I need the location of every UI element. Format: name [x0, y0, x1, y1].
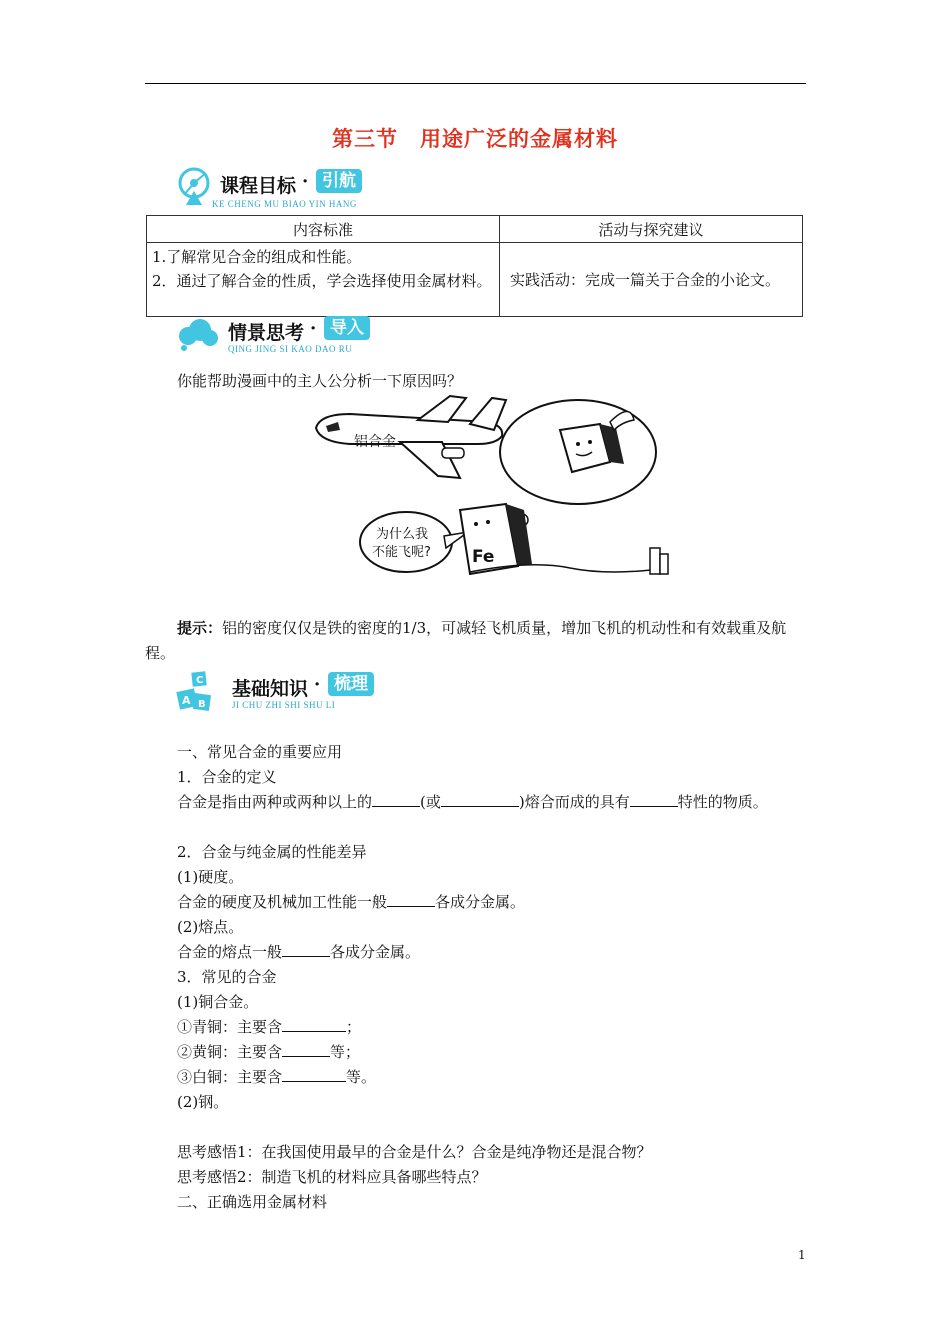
white-copper-text: ③白铜：主要含 [177, 1068, 283, 1086]
satellite-dish-icon [176, 165, 216, 207]
copper-alloy-title: (1)铜合金。 [177, 993, 259, 1011]
scenario-tag: 导入 [324, 316, 370, 340]
page-title: 第三节 用途广泛的金属材料 [332, 127, 618, 151]
steel-title: (2)钢。 [177, 1093, 229, 1111]
buildings-icon [650, 548, 668, 574]
iron-block-icon [460, 504, 532, 574]
melting-text [177, 940, 420, 965]
dot-separator: · [314, 674, 321, 695]
scenario-pinyin: QING JING SI KAO DAO RU [228, 344, 353, 354]
airplane-icon [316, 396, 506, 478]
section-heading-1: 一、常见合金的重要应用 [177, 743, 343, 761]
alloy-definition-text [145, 790, 807, 815]
def-text-b: (或 [420, 793, 441, 811]
basics-banner [176, 668, 400, 716]
svg-text:C: C [196, 675, 204, 686]
objectives-title: 课程目标 [220, 175, 297, 197]
bronze-end: ； [346, 1018, 362, 1036]
table-cell-standards [147, 243, 500, 317]
table-cell-activity: 实践活动：完成一篇关于合金的小论文。 [500, 243, 803, 317]
dot-separator: · [310, 318, 317, 339]
basics-title: 基础知识 [232, 678, 309, 700]
table-header: 内容标准 [147, 216, 500, 243]
alloy-definition-title: 1．合金的定义 [177, 768, 277, 786]
def-text-c: )熔合而成的具有 [518, 793, 630, 811]
svg-text:B: B [198, 699, 206, 710]
objectives-pinyin: KE CHENG MU BIAO YIN HANG [212, 199, 357, 209]
fe-label: Fe [472, 547, 495, 567]
think-question-2: 思考感悟2：制造飞机的材料应具备哪些特点？ [177, 1168, 487, 1186]
hardness-title: (1)硬度。 [177, 868, 244, 886]
table-header: 活动与探究建议 [500, 216, 803, 243]
cloud-icon [176, 314, 220, 354]
speech-line-2: 不能飞呢? [372, 545, 431, 560]
bronze-text: ①青铜：主要含 [177, 1018, 283, 1036]
blank-field[interactable] [387, 891, 435, 907]
dot-separator: · [302, 171, 309, 192]
think-question-1: 思考感悟1：在我国使用最早的合金是什么？合金是纯净物还是混合物？ [177, 1143, 652, 1161]
objectives-tag: 引航 [316, 169, 362, 193]
section-heading-2: 二、正确选用金属材料 [177, 1193, 328, 1211]
melting-text-a: 合金的熔点一般 [177, 943, 283, 961]
page-number: 1 [798, 1248, 806, 1262]
scenario-title: 情景思考 [228, 322, 305, 344]
hint-label: 提示： [177, 619, 223, 637]
objectives-table [146, 215, 803, 317]
white-copper-end: 等。 [346, 1068, 377, 1086]
basics-tag: 梳理 [328, 672, 374, 696]
bronze-item [177, 1015, 361, 1040]
abc-blocks-icon [176, 668, 224, 716]
property-diff-title: 2．合金与纯金属的性能差异 [177, 843, 367, 861]
blank-field[interactable] [441, 791, 519, 807]
svg-text:A: A [182, 694, 191, 707]
objectives-banner [176, 165, 386, 213]
blank-field[interactable] [372, 791, 420, 807]
melting-title: (2)熔点。 [177, 918, 244, 936]
scenario-banner [176, 314, 398, 358]
white-copper-item [177, 1065, 376, 1090]
brass-end: 等； [330, 1043, 361, 1061]
hint-paragraph [145, 616, 807, 666]
blank-field[interactable] [630, 791, 678, 807]
hardness-text-b: 各成分金属。 [435, 893, 526, 911]
def-text-a: 合金是指由两种或两种以上的 [177, 793, 373, 811]
plane-label: 铝合金 [354, 434, 396, 450]
scenario-question: 你能帮助漫画中的主人公分析一下原因吗？ [177, 372, 463, 390]
standard-line: 1.了解常见合金的组成和性能。 [152, 248, 362, 266]
standard-line: 2．通过了解合金的性质，学会选择使用金属材料。 [152, 272, 492, 290]
speech-bubble [360, 512, 452, 572]
common-alloys-title: 3．常见的合金 [177, 968, 277, 986]
hint-text: 铝的密度仅仅是铁的密度的1/3，可减轻飞机质量，增加飞机的机动性和有效载重及航程。 [145, 619, 787, 662]
hardness-text [177, 890, 525, 915]
blank-field[interactable] [282, 1016, 346, 1032]
basics-pinyin: JI CHU ZHI SHI SHU LI [232, 700, 336, 710]
brass-item [177, 1040, 360, 1065]
speech-line-1: 为什么我 [376, 527, 429, 542]
hardness-text-a: 合金的硬度及机械加工性能一般 [177, 893, 388, 911]
header-rule [145, 83, 806, 84]
melting-text-b: 各成分金属。 [330, 943, 421, 961]
cartoon-illustration [310, 392, 670, 588]
blank-field[interactable] [282, 1066, 346, 1082]
blank-field[interactable] [282, 941, 330, 957]
brass-text: ②黄铜：主要含 [177, 1043, 283, 1061]
blank-field[interactable] [282, 1041, 330, 1057]
def-text-d: 特性的物质。 [677, 793, 768, 811]
